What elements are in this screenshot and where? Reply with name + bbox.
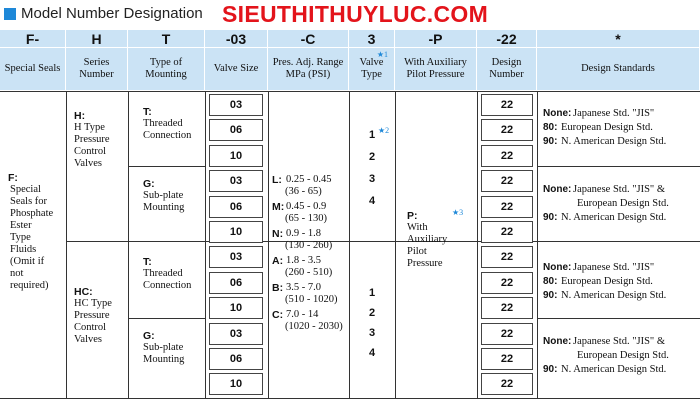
page-header — [0, 0, 700, 30]
design-number-box: 22 — [481, 373, 533, 395]
column-code: -22 — [477, 30, 536, 47]
std-code: 90: — [543, 364, 558, 375]
std-code: None: — [543, 184, 572, 195]
design-number-box: 22 — [481, 145, 533, 167]
column-label: Series Number — [66, 48, 127, 90]
series-code: HC: — [74, 286, 93, 298]
valve-size-box: 06 — [209, 272, 263, 294]
column-divider — [349, 91, 350, 398]
valve-size-box: 03 — [209, 246, 263, 268]
series-text: H Type — [74, 122, 105, 133]
design-number-box: 22 — [481, 246, 533, 268]
column-divider — [395, 91, 396, 398]
column-divider — [66, 91, 67, 398]
std-code: None: — [543, 262, 572, 273]
pressure-psi: (260 - 510) — [285, 267, 333, 278]
column-label: Design Number — [477, 48, 536, 90]
design-number-box: 22 — [481, 94, 533, 116]
seals-text: (Omit if — [10, 256, 45, 267]
valve-size-box: 03 — [209, 170, 263, 192]
mounting-text: Threaded — [143, 268, 183, 279]
seals-text: Phosphate — [10, 208, 54, 219]
pressure-range: 7.0 - 14 — [286, 309, 319, 320]
column-divider — [477, 91, 478, 398]
column-label: Valve Type ★1 — [349, 48, 394, 90]
column-divider — [128, 91, 129, 398]
valve-size-box: 03 — [209, 323, 263, 345]
valve-size-box: 10 — [209, 145, 263, 167]
mounting-code: T: — [143, 106, 152, 118]
pressure-psi: (130 - 260) — [285, 240, 333, 251]
column-code: -C — [268, 30, 348, 47]
std-text: Japanese Std. "JIS" & — [573, 336, 665, 347]
column-code: F- — [0, 30, 65, 47]
std-text: N. American Design Std. — [561, 290, 667, 301]
std-divider — [537, 166, 700, 167]
design-number-box: 22 — [481, 170, 533, 192]
column-label: Special Seals — [0, 48, 65, 90]
pressure-range: 0.45 - 0.9 — [286, 201, 327, 212]
valve-type-number: 4 — [369, 347, 376, 359]
mount-divider — [128, 166, 205, 167]
column-label: Design Standards — [537, 48, 699, 90]
valve-type-number: 3 — [369, 173, 376, 185]
mounting-text: Mounting — [143, 202, 185, 213]
design-number-box: 22 — [481, 221, 533, 243]
std-divider — [537, 318, 700, 319]
valve-size-box: 10 — [209, 297, 263, 319]
series-text: Control — [74, 146, 107, 157]
column-code: H — [66, 30, 127, 47]
column-label: Type of Mounting — [128, 48, 204, 90]
series-text: Control — [74, 322, 107, 333]
pressure-range: 0.25 - 0.45 — [286, 174, 332, 185]
valve-type-number: 3 — [369, 327, 376, 339]
std-text: Japanese Std. "JIS" — [573, 262, 655, 273]
footnote-star-icon: ★1 — [376, 50, 388, 59]
mounting-code: T: — [143, 256, 152, 268]
brand-watermark: SIEUTHITHUYLUC.COM — [222, 1, 489, 27]
column-label: With Auxiliary Pilot Pressure — [395, 48, 476, 90]
table-top-rule — [0, 91, 700, 92]
column-divider — [537, 91, 538, 398]
std-code: 80: — [543, 122, 558, 133]
pressure-psi: (65 - 130) — [285, 213, 327, 224]
design-number-box: 22 — [481, 272, 533, 294]
aux-text: With — [407, 222, 428, 233]
page-title: Model Number Designation — [21, 5, 203, 22]
mounting-text: Sub-plate — [143, 342, 184, 353]
mounting-text: Threaded — [143, 118, 183, 129]
pressure-code: A: — [272, 255, 284, 267]
std-code: 90: — [543, 136, 558, 147]
column-code: -P — [395, 30, 476, 47]
pressure-code: L: — [272, 174, 282, 186]
series-text: Pressure — [74, 134, 110, 145]
column-label: Valve Size — [205, 48, 267, 90]
pressure-code: B: — [272, 282, 284, 294]
seals-text: Seals for — [10, 196, 48, 207]
pressure-range: 3.5 - 7.0 — [286, 282, 321, 293]
std-code: 80: — [543, 276, 558, 287]
std-text: N. American Design Std. — [561, 212, 667, 223]
seals-text: Special — [10, 184, 41, 195]
column-code: 3 — [349, 30, 394, 47]
aux-text: Auxiliary — [407, 234, 448, 245]
valve-size-box: 03 — [209, 94, 263, 116]
seals-text: Fluids — [10, 244, 37, 255]
std-text: European Design Std. — [577, 350, 669, 361]
pressure-range: 0.9 - 1.8 — [286, 228, 321, 239]
column-code: * — [537, 30, 699, 47]
mounting-text: Connection — [143, 280, 192, 291]
column-divider — [205, 91, 206, 398]
std-text: N. American Design Std. — [561, 364, 667, 375]
table-bottom-rule — [0, 398, 700, 399]
valve-type-number: 1 — [369, 129, 376, 141]
pressure-code: M: — [272, 201, 285, 213]
design-number-box: 22 — [481, 297, 533, 319]
pressure-psi: (1020 - 2030) — [285, 321, 343, 332]
mounting-code: G: — [143, 178, 155, 190]
column-code: T — [128, 30, 204, 47]
aux-code: P: — [407, 210, 418, 222]
valve-size-box: 06 — [209, 348, 263, 370]
footnote-star-icon: ★2 — [378, 126, 390, 135]
valve-size-box: 10 — [209, 221, 263, 243]
mounting-text: Connection — [143, 130, 192, 141]
design-number-box: 22 — [481, 323, 533, 345]
valve-type-divider — [349, 241, 395, 242]
design-number-box: 22 — [481, 119, 533, 141]
seals-text: required) — [10, 280, 49, 291]
series-code: H: — [74, 110, 86, 122]
header-square-icon — [4, 8, 16, 20]
seals-text: Ester — [10, 220, 32, 231]
mounting-text: Sub-plate — [143, 190, 184, 201]
std-code: None: — [543, 336, 572, 347]
std-text: Japanese Std. "JIS" & — [573, 184, 665, 195]
aux-text: Pressure — [407, 258, 443, 269]
column-code: -03 — [205, 30, 267, 47]
series-text: Valves — [74, 158, 102, 169]
pressure-psi: (510 - 1020) — [285, 294, 338, 305]
std-text: European Design Std. — [561, 276, 653, 287]
footnote-star-icon: ★3 — [452, 208, 464, 217]
valve-type-number: 4 — [369, 195, 376, 207]
valve-type-number: 1 — [369, 287, 376, 299]
column-divider — [268, 91, 269, 398]
valve-type-number: 2 — [369, 151, 376, 163]
pressure-code: N: — [272, 228, 284, 240]
pressure-range: 1.8 - 3.5 — [286, 255, 321, 266]
series-text: HC Type — [74, 298, 112, 309]
mounting-text: Mounting — [143, 354, 185, 365]
std-text: Japanese Std. "JIS" — [573, 108, 655, 119]
valve-size-box: 06 — [209, 119, 263, 141]
std-code: None: — [543, 108, 572, 119]
mount-divider — [128, 318, 205, 319]
mounting-code: G: — [143, 330, 155, 342]
std-text: N. American Design Std. — [561, 136, 667, 147]
series-text: Pressure — [74, 310, 110, 321]
valve-size-box: 10 — [209, 373, 263, 395]
design-number-box: 22 — [481, 196, 533, 218]
aux-text: Pilot — [407, 246, 427, 257]
series-text: Valves — [74, 334, 102, 345]
seals-code: F: — [8, 172, 18, 184]
pressure-psi: (36 - 65) — [285, 186, 322, 197]
std-code: 90: — [543, 212, 558, 223]
valve-size-box: 06 — [209, 196, 263, 218]
seals-text: not — [10, 268, 24, 279]
std-text: European Design Std. — [577, 198, 669, 209]
valve-type-number: 2 — [369, 307, 376, 319]
column-label: Pres. Adj. Range MPa (PSI) — [268, 48, 348, 90]
seals-text: Type — [10, 232, 31, 243]
design-number-box: 22 — [481, 348, 533, 370]
std-code: 90: — [543, 290, 558, 301]
std-text: European Design Std. — [561, 122, 653, 133]
pressure-code: C: — [272, 309, 284, 321]
